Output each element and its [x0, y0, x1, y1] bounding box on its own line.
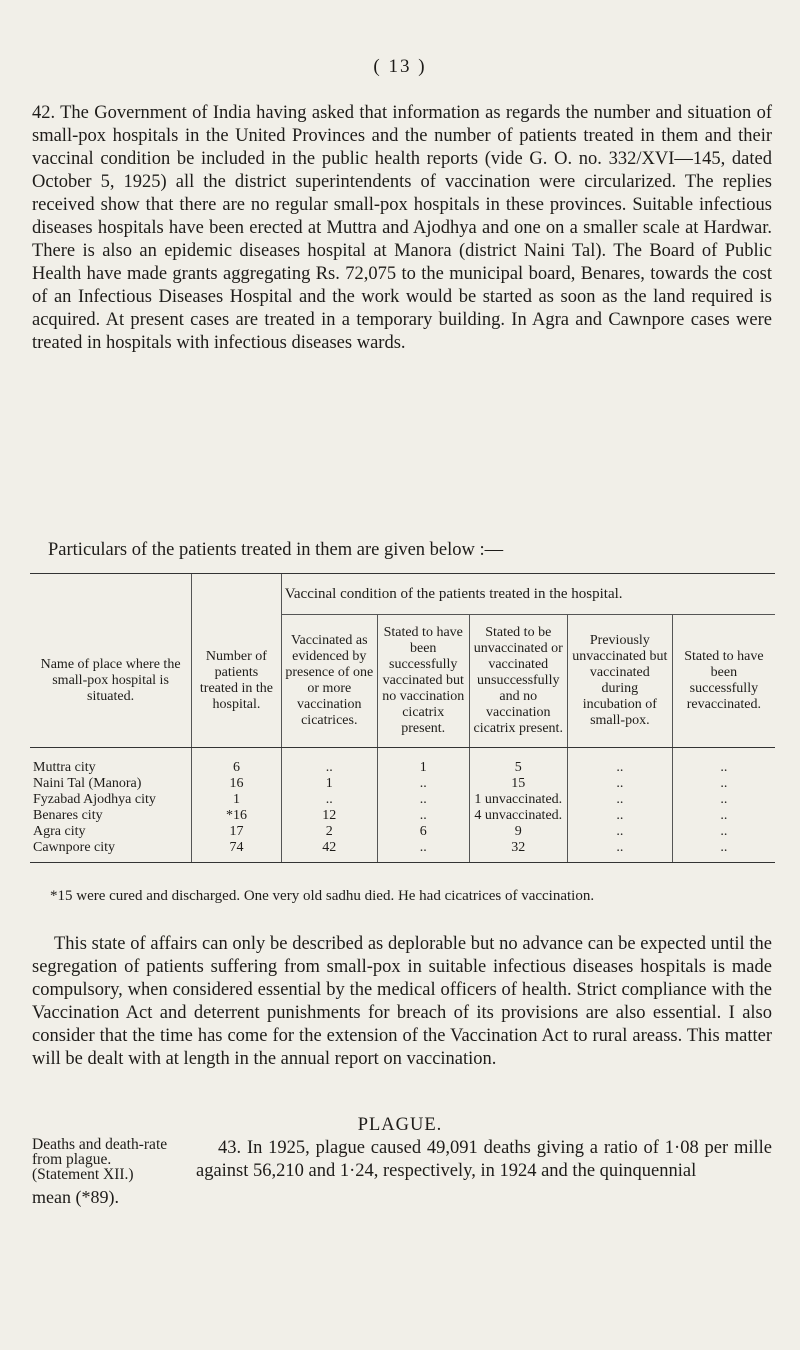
cell-previously: ..	[567, 792, 672, 808]
cell-number: 6	[192, 748, 282, 777]
plague-heading: PLAGUE.	[357, 1115, 443, 1135]
cell-revaccinated: ..	[672, 824, 775, 840]
cell-previously: ..	[567, 824, 672, 840]
table-row	[30, 840, 775, 863]
side-note-43	[32, 1137, 172, 1205]
cell-previously: ..	[567, 748, 672, 777]
col-header-previously: Previously unvaccinated but vaccinated during incubation of small-pox.	[567, 615, 672, 748]
cell-number: 1	[192, 792, 282, 808]
group-header: Vaccinal condition of the patients treated in the hospital.	[281, 574, 775, 615]
cell-vaccinated: ..	[281, 792, 377, 808]
col-header-unvaccinated: Stated to be unvaccinated or vaccinated unsuccessfully and no vaccination cicatrix present.	[469, 615, 567, 748]
col-header-number: Number of patients treated in the hospital.	[192, 615, 282, 748]
col-header-revaccinated: Stated to have been successfully revaccinated.	[672, 615, 775, 748]
paragraph-43: 43. In 1925, plague caused 49,091 deaths giving a ratio of 1·08 per mille against 56,210 and 1·24, respectively, in 1924 and the quinquennial	[196, 1138, 772, 1181]
cell-stated-success: 1	[377, 748, 469, 777]
cell-vaccinated: 1	[281, 776, 377, 792]
cell-place: Muttra city	[33, 760, 96, 775]
paragraph-state-of-affairs: This state of affairs can only be described as deplorable but no advance can be expected until the segregation of patients suffering from small-pox in suitable infectious diseases hospitals is made compulsory, when considered essential by the medical officers of health. Strict compliance with the Vaccination Act and deterrent punishments for breach of its provisions are also essential. I also consider that the time has come for the extension of the Vaccination Act to rural areass. This matter will be dealt with at length in the annual report on vaccination.	[32, 934, 772, 1069]
cell-place: Naini Tal (Manora)	[33, 776, 142, 791]
cell-place: Fyzabad Ajodhya city	[33, 792, 156, 807]
col-header-place: Name of place where the small-pox hospital is situated.	[30, 615, 192, 748]
cell-vaccinated: 12	[281, 808, 377, 824]
cell-place: Agra city	[33, 824, 86, 839]
cell-stated-success: 6	[377, 824, 469, 840]
blank-header	[192, 574, 282, 615]
cell-number: *16	[192, 808, 282, 824]
cell-revaccinated: ..	[672, 776, 775, 792]
side-note-43-mean: mean (*89).	[32, 1187, 119, 1207]
cell-stated-success: ..	[377, 776, 469, 792]
cell-stated-success: ..	[377, 808, 469, 824]
cell-number: 74	[192, 840, 282, 863]
cell-previously: ..	[567, 808, 672, 824]
cell-vaccinated: 2	[281, 824, 377, 840]
table-row	[30, 824, 775, 840]
table-row	[30, 776, 775, 792]
cell-unvaccinated: 32	[469, 840, 567, 863]
table-row	[30, 748, 775, 777]
cell-revaccinated: ..	[672, 808, 775, 824]
table-footnote: *15 were cured and discharged. One very old sadhu died. He had cicatrices of vaccination.	[50, 888, 595, 904]
cell-unvaccinated: 4 unvaccinated.	[469, 808, 567, 824]
cell-revaccinated: ..	[672, 840, 775, 863]
page-number: ( 13 )	[373, 56, 427, 77]
cell-vaccinated: ..	[281, 748, 377, 777]
cell-vaccinated: 42	[281, 840, 377, 863]
cell-unvaccinated: 9	[469, 824, 567, 840]
cell-place: Benares city	[33, 808, 103, 823]
cell-unvaccinated: 5	[469, 748, 567, 777]
vaccinal-condition-table	[30, 574, 775, 863]
particulars-intro: Particulars of the patients treated in them are given below :—	[48, 540, 504, 560]
cell-stated-success: ..	[377, 840, 469, 863]
cell-unvaccinated: 1 unvaccinated.	[469, 792, 567, 808]
cell-place: Cawnpore city	[30, 840, 192, 863]
col-header-stated-success: Stated to have been successfully vaccinated but no vaccination cicatrix present.	[377, 615, 469, 748]
cell-previously: ..	[567, 776, 672, 792]
cell-revaccinated: ..	[672, 792, 775, 808]
blank-header	[30, 574, 192, 615]
cell-previously: ..	[567, 840, 672, 863]
cell-number: 17	[192, 824, 282, 840]
col-header-vaccinated: Vaccinated as evidenced by presence of one or more vaccination cicatrices.	[281, 615, 377, 748]
table-row	[30, 808, 775, 824]
side-note-43-text: Deaths and death-rate from plague. (Statement XII.)	[32, 1136, 168, 1183]
cell-stated-success: ..	[377, 792, 469, 808]
cell-unvaccinated: 15	[469, 776, 567, 792]
cell-revaccinated: ..	[672, 748, 775, 777]
table-row	[30, 792, 775, 808]
cell-number: 16	[192, 776, 282, 792]
paragraph-42: 42. The Government of India having asked that information as regards the number and situation of small-pox hospitals in the United Provinces and the number of patients treated in them and their vaccinal condition be included in the public health reports (vide G. O. no. 332/XVI—145, dated October 5, 1925) all the district superintendents of vaccination were circularized. The replies received show that there are no regular small-pox hospitals in these provinces. Suitable infectious diseases hospitals have been erected at Muttra and Ajodhya and one on a smaller scale at Hardwar. There is also an epidemic diseases hospital at Manora (district Naini Tal). The Board of Public Health have made grants aggregating Rs. 72,075 to the municipal board, Benares, towards the cost of an Infectious Diseases Hospital and the work would be started as soon as the land required is acquired. At present cases are treated in a temporary building. In Agra and Cawnpore cases were treated in hospitals with infectious diseases wards.	[32, 103, 772, 353]
